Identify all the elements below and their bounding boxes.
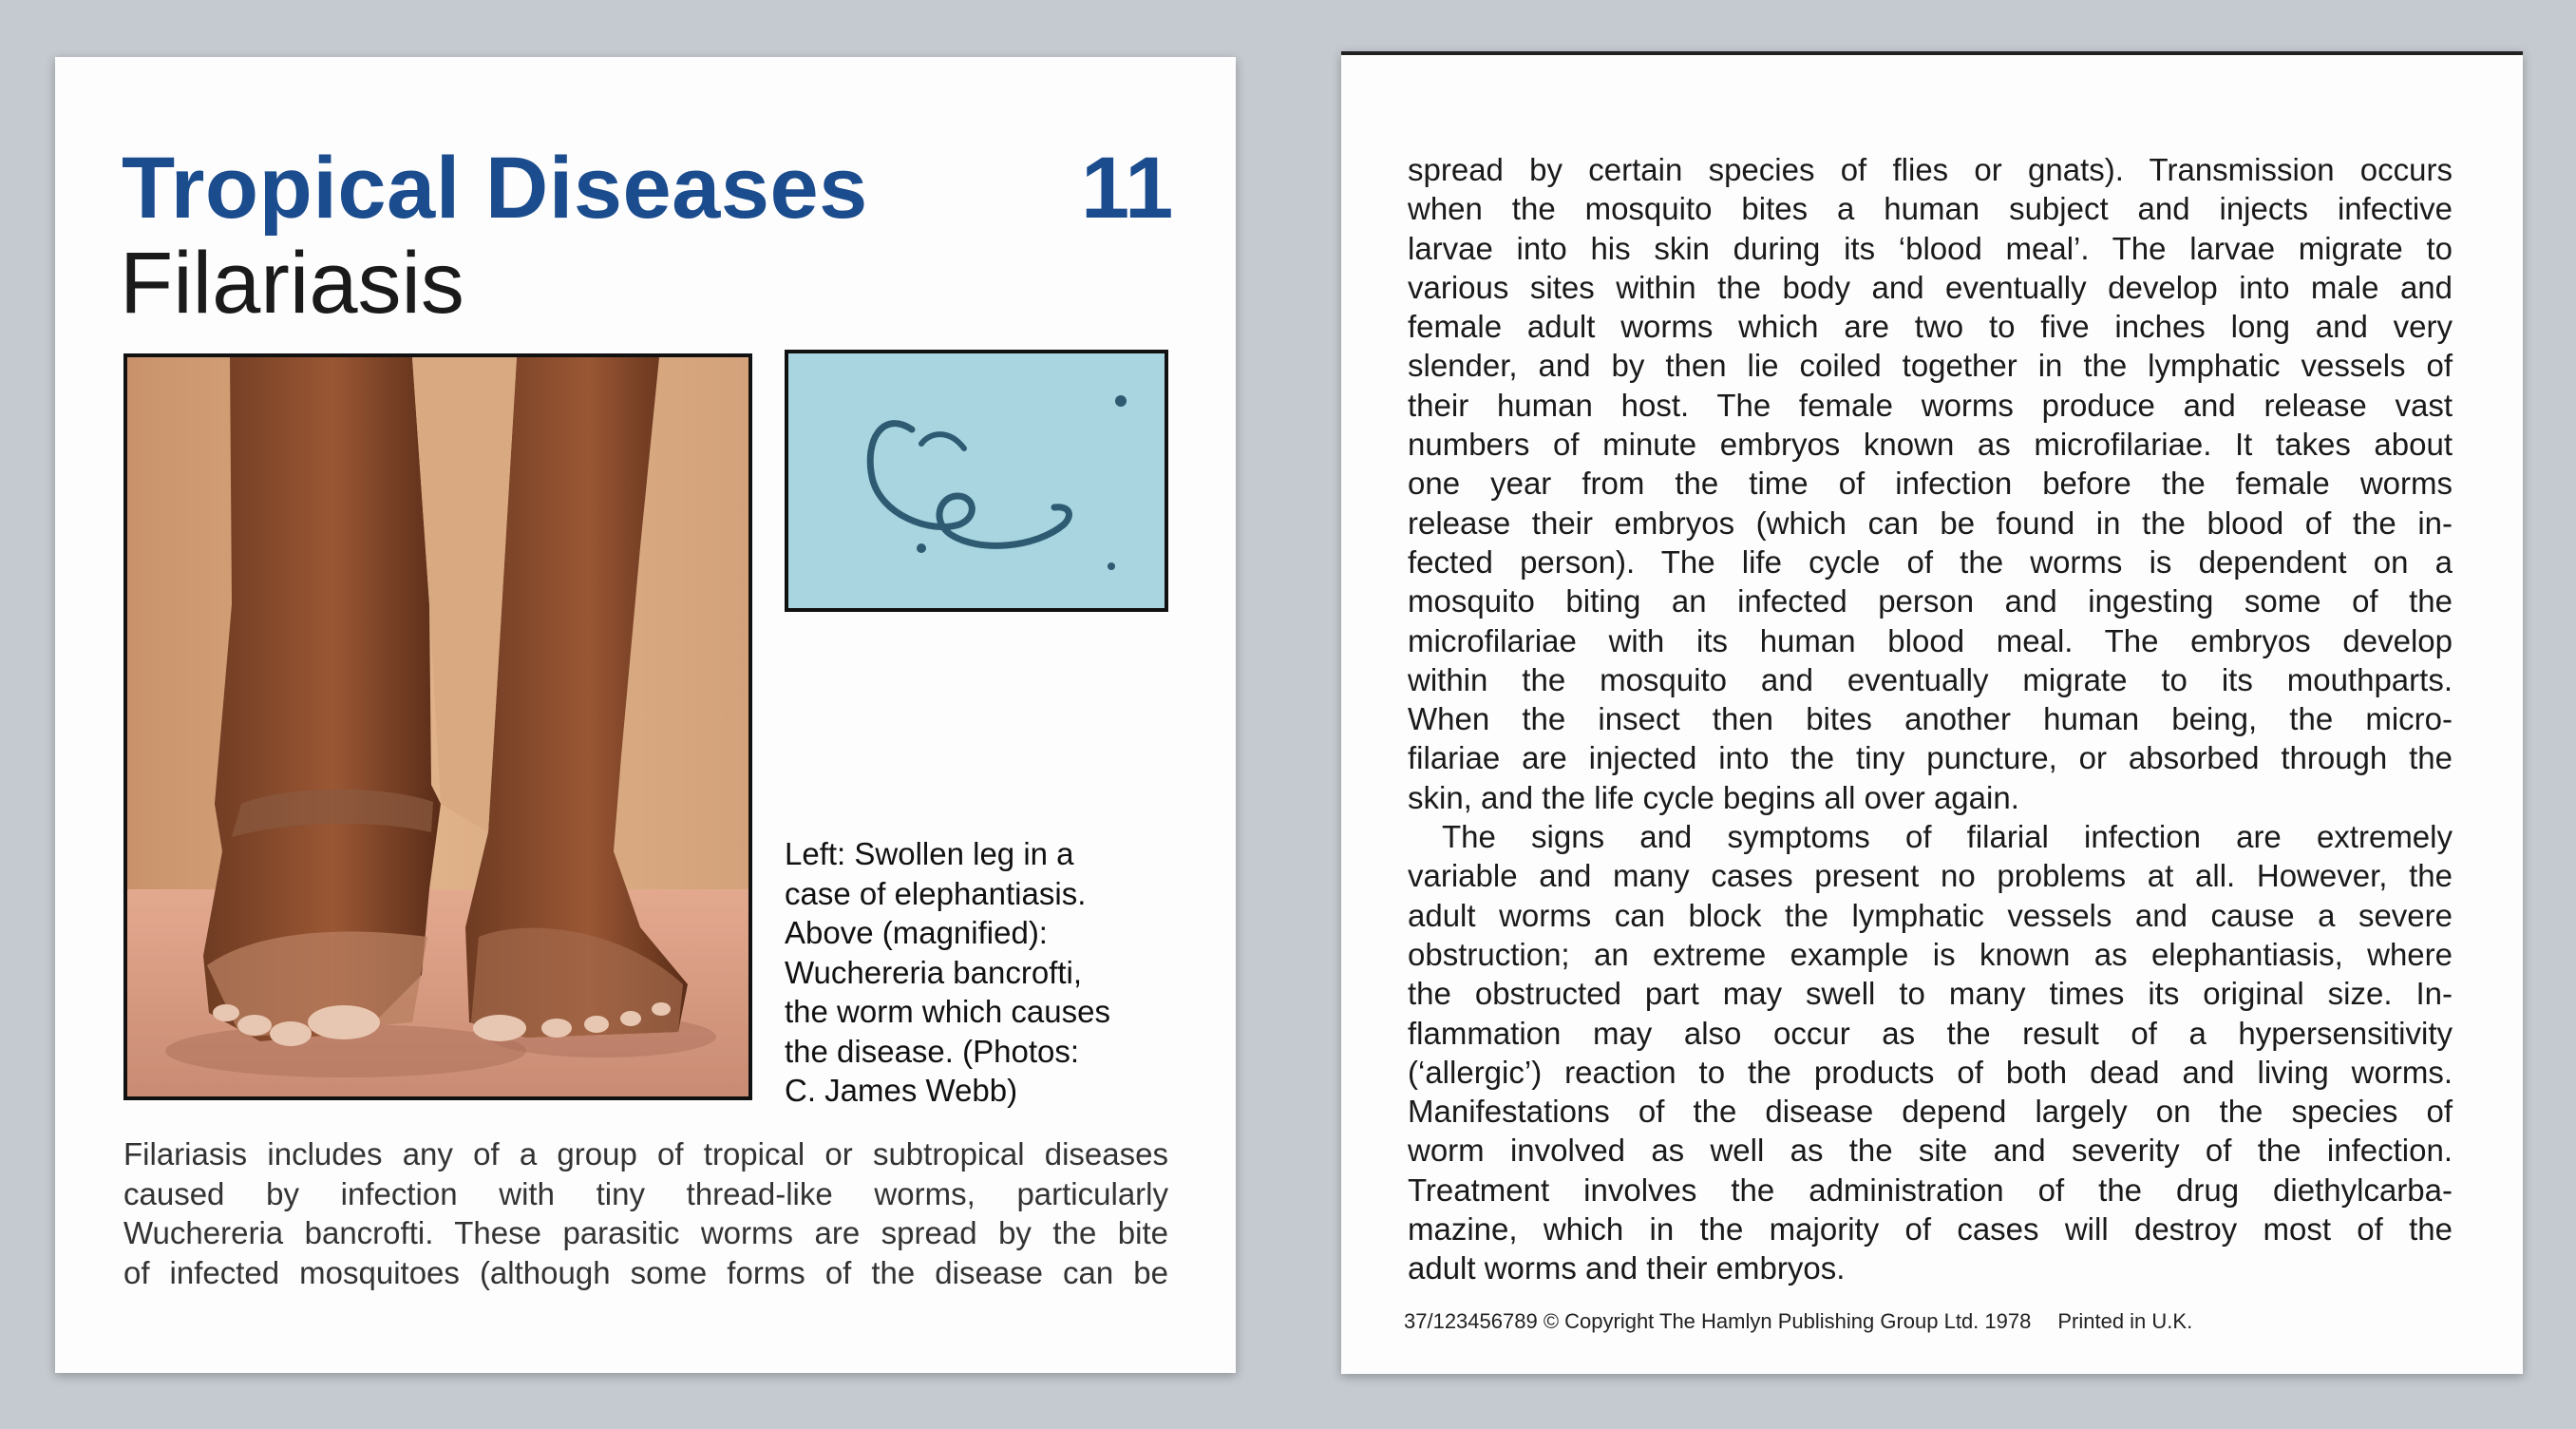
card-back	[1341, 51, 2523, 1374]
back-body-text: spread by certain species of flies or gnats). Transmission occurs when the mosquito bites a human subject and injects infective larvae into his skin during its ‘blood meal’. The larvae migrate to various sites within the body and eventually develop into male and female adult worms which are two to five inches long and very slender, and by then lie coiled together in the lymphatic vessels of their human host. The female worms produce and release vast numbers of minute embryos known as microfilariae. It takes about one year from the time of infection before the female worms release their embryos (which can be found in the blood of the in- fected person). The life cycle of the worms is dependent on a mosquito biting an infected person and ingesting some of the microfilariae with its human blood meal. The embryos develop within the mosquito and eventually migrate to its mouthparts. When the insect then bites another human being, the micro- filariae are injected into the tiny puncture, or absorbed through the skin, and the life cycle begins all over again. The signs and symptoms of filarial infection are extremely variable and many cases present no problems at all. However, the adult worms can block the lymphatic vessels and cause a severe obstruction; an extreme example is known as elephantiasis, where the obstructed part may swell to many times its original size. In- flammation may also occur as the result of a hypersensitivity (‘allergic’) reaction to the products of both dead and living worms. Manifestations of the disease depend largely on the species of worm involved as well as the site and severity of the infection. Treatment involves the administration of the drug diethylcarba- mazine, which in the majority of cases will destroy most of the adult worms and their embryos.	[1408, 152, 2453, 1286]
copyright-footer	[1404, 1309, 2192, 1334]
copyright-text: 37/123456789 © Copyright The Hamlyn Publishing Group Ltd. 1978	[1404, 1309, 2032, 1333]
card-subtitle: Filariasis	[120, 235, 464, 332]
wuchereria-worm-photo	[785, 350, 1168, 612]
printed-in-text: Printed in U.K.	[2057, 1309, 2193, 1333]
card-title: Tropical Diseases	[122, 140, 868, 237]
elephantiasis-leg-photo	[123, 353, 752, 1100]
front-body-text: Filariasis includes any of a group of tropical or subtropical diseases caused by infection with tiny thread-like worms, particularly Wuchereria bancrofti. These parasitic worms are spread by the bite of infected mosquitoes (although some forms of the disease can be	[123, 1136, 1168, 1290]
photo-caption: Left: Swollen leg in a case of elephantiasis. Above (magnified): Wuchereria bancrofti, the worm which causes the disease. (Photos: C. James Webb)	[785, 836, 1110, 1108]
card-number: 11	[1081, 140, 1174, 237]
card-front	[55, 57, 1236, 1373]
